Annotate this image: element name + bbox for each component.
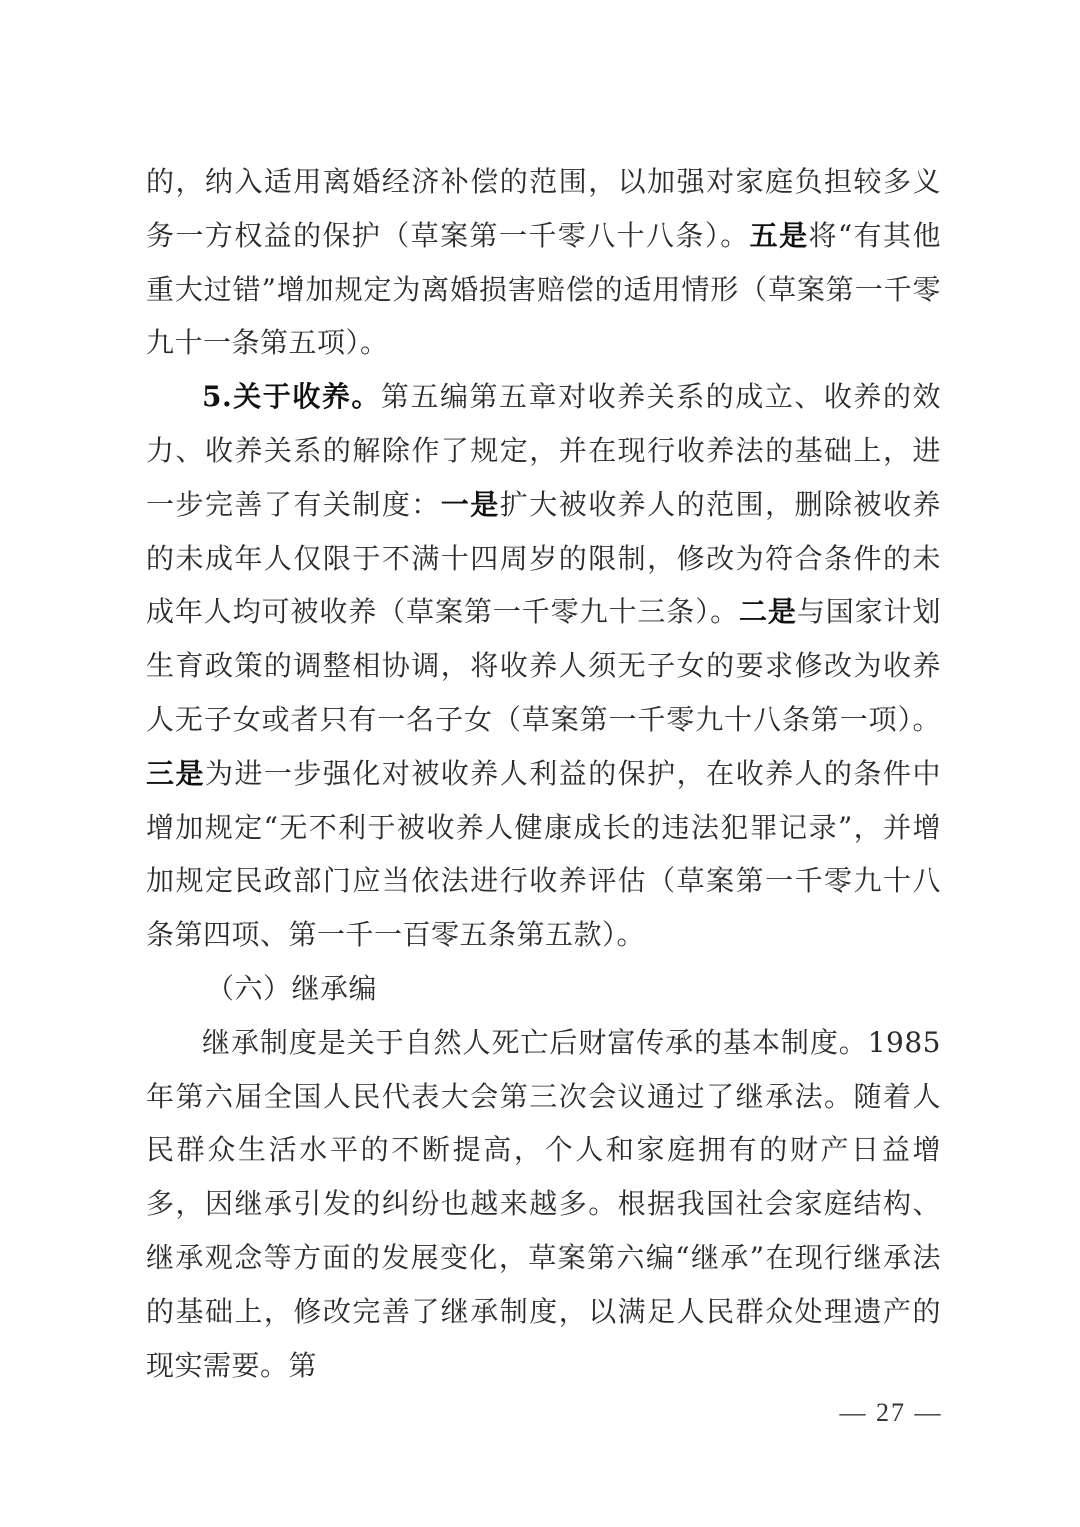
text-run: 为进一步强化对被收养人利益的保护，在收养人的条件中增加规定“无不利于被收养人健康成长的违法犯罪记录”，并增加规定民政部门应当依法进行收养评估（草案第一千零九十八条第四项、第一千一百零五条第五款）。	[146, 756, 941, 952]
body-text	[146, 155, 941, 1392]
text-run: 继承制度是关于自然人死亡后财富传承的基本制度。1985年第六届全国人民代表大会第三次会议通过了继承法。随着人民群众生活水平的不断提高，个人和家庭拥有的财产日益增多，因继承引发的纠纷也越来越多。根据我国社会家庭结构、继承观念等方面的发展变化，草案第六编“继承”在现行继承法的基础上，修改完善了继承制度，以满足人民群众处理遗产的现实需要。第	[146, 1025, 941, 1382]
paragraph-title: 5.关于收养。	[202, 380, 381, 414]
bold-marker: 三是	[146, 756, 205, 790]
text-run: 扩大被收养人的范围，删除被收养的未成年人仅限于不满十四周岁的限制，修改为符合条件的未成年人均可被收养（草案第一千零九十三条）。	[146, 487, 941, 629]
text-run: 与国家计划生育政策的调整相协调，将收养人须无子女的要求修改为收养人无子女或者只有一名子女（草案第一千零九十八条第一项）。	[146, 595, 941, 736]
paragraph-inheritance	[146, 1016, 941, 1393]
bold-marker: 一是	[440, 487, 500, 521]
section-heading: （六）继承编	[206, 971, 378, 1005]
page-number: — 27 —	[839, 1398, 943, 1427]
paragraph-adoption	[146, 370, 941, 962]
text-run: 的，纳入适用离婚经济补偿的范围，以加强对家庭负担较多义务一方权益的保护（草案第一千零八十八条）。	[146, 165, 941, 252]
paragraph-divorce-continued	[146, 155, 941, 370]
text-run: 第五编第五章对收养关系的成立、收养的效力、收养关系的解除作了规定，并在现行收养法的基础上，进一步完善了有关制度：	[146, 380, 941, 521]
text-run: 将“有其他重大过错”增加规定为离婚损害赔偿的适用情形（草案第一千零九十一条第五项）。	[146, 218, 941, 360]
bold-marker: 二是	[739, 595, 797, 629]
bold-marker: 五是	[749, 218, 809, 252]
